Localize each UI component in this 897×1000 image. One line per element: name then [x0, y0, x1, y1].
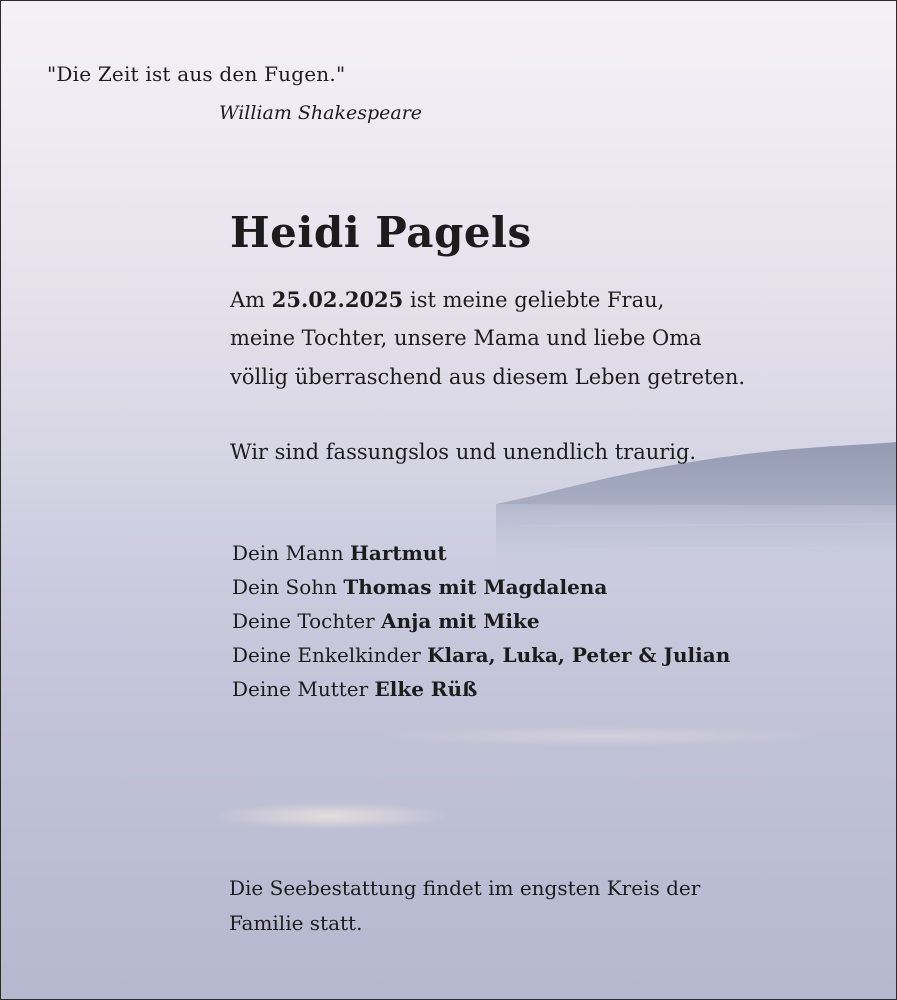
- quote-author: William Shakespeare: [219, 102, 423, 124]
- family-member: Deine Mutter Elke Rüß: [232, 677, 478, 701]
- sea-landscape-background: [1, 1, 896, 999]
- date-of-death: 25.02.2025: [271, 287, 404, 312]
- light-reflection: [211, 802, 451, 830]
- family-member: Deine Tochter Anja mit Mike: [232, 609, 540, 633]
- announcement-line-3: völlig überraschend aus diesem Leben getreten.: [230, 365, 746, 389]
- burial-note-line-2: Familie statt.: [229, 911, 363, 935]
- family-member: Dein Mann Hartmut: [232, 541, 447, 565]
- deceased-name: Heidi Pagels: [230, 208, 532, 257]
- grief-statement: Wir sind fassungslos und unendlich traurig.: [230, 440, 697, 464]
- announcement-line-2: meine Tochter, unsere Mama und liebe Oma: [230, 326, 702, 350]
- announcement-line-1: Am 25.02.2025 ist meine geliebte Frau,: [230, 287, 665, 312]
- burial-note-line-1: Die Seebestattung findet im engsten Kreis der: [229, 876, 701, 900]
- quote-text: "Die Zeit ist aus den Fugen.": [47, 62, 346, 86]
- family-member: Dein Sohn Thomas mit Magdalena: [232, 575, 608, 599]
- family-member: Deine Enkelkinder Klara, Luka, Peter & Julian: [232, 643, 731, 667]
- hill-reflection: [496, 504, 896, 574]
